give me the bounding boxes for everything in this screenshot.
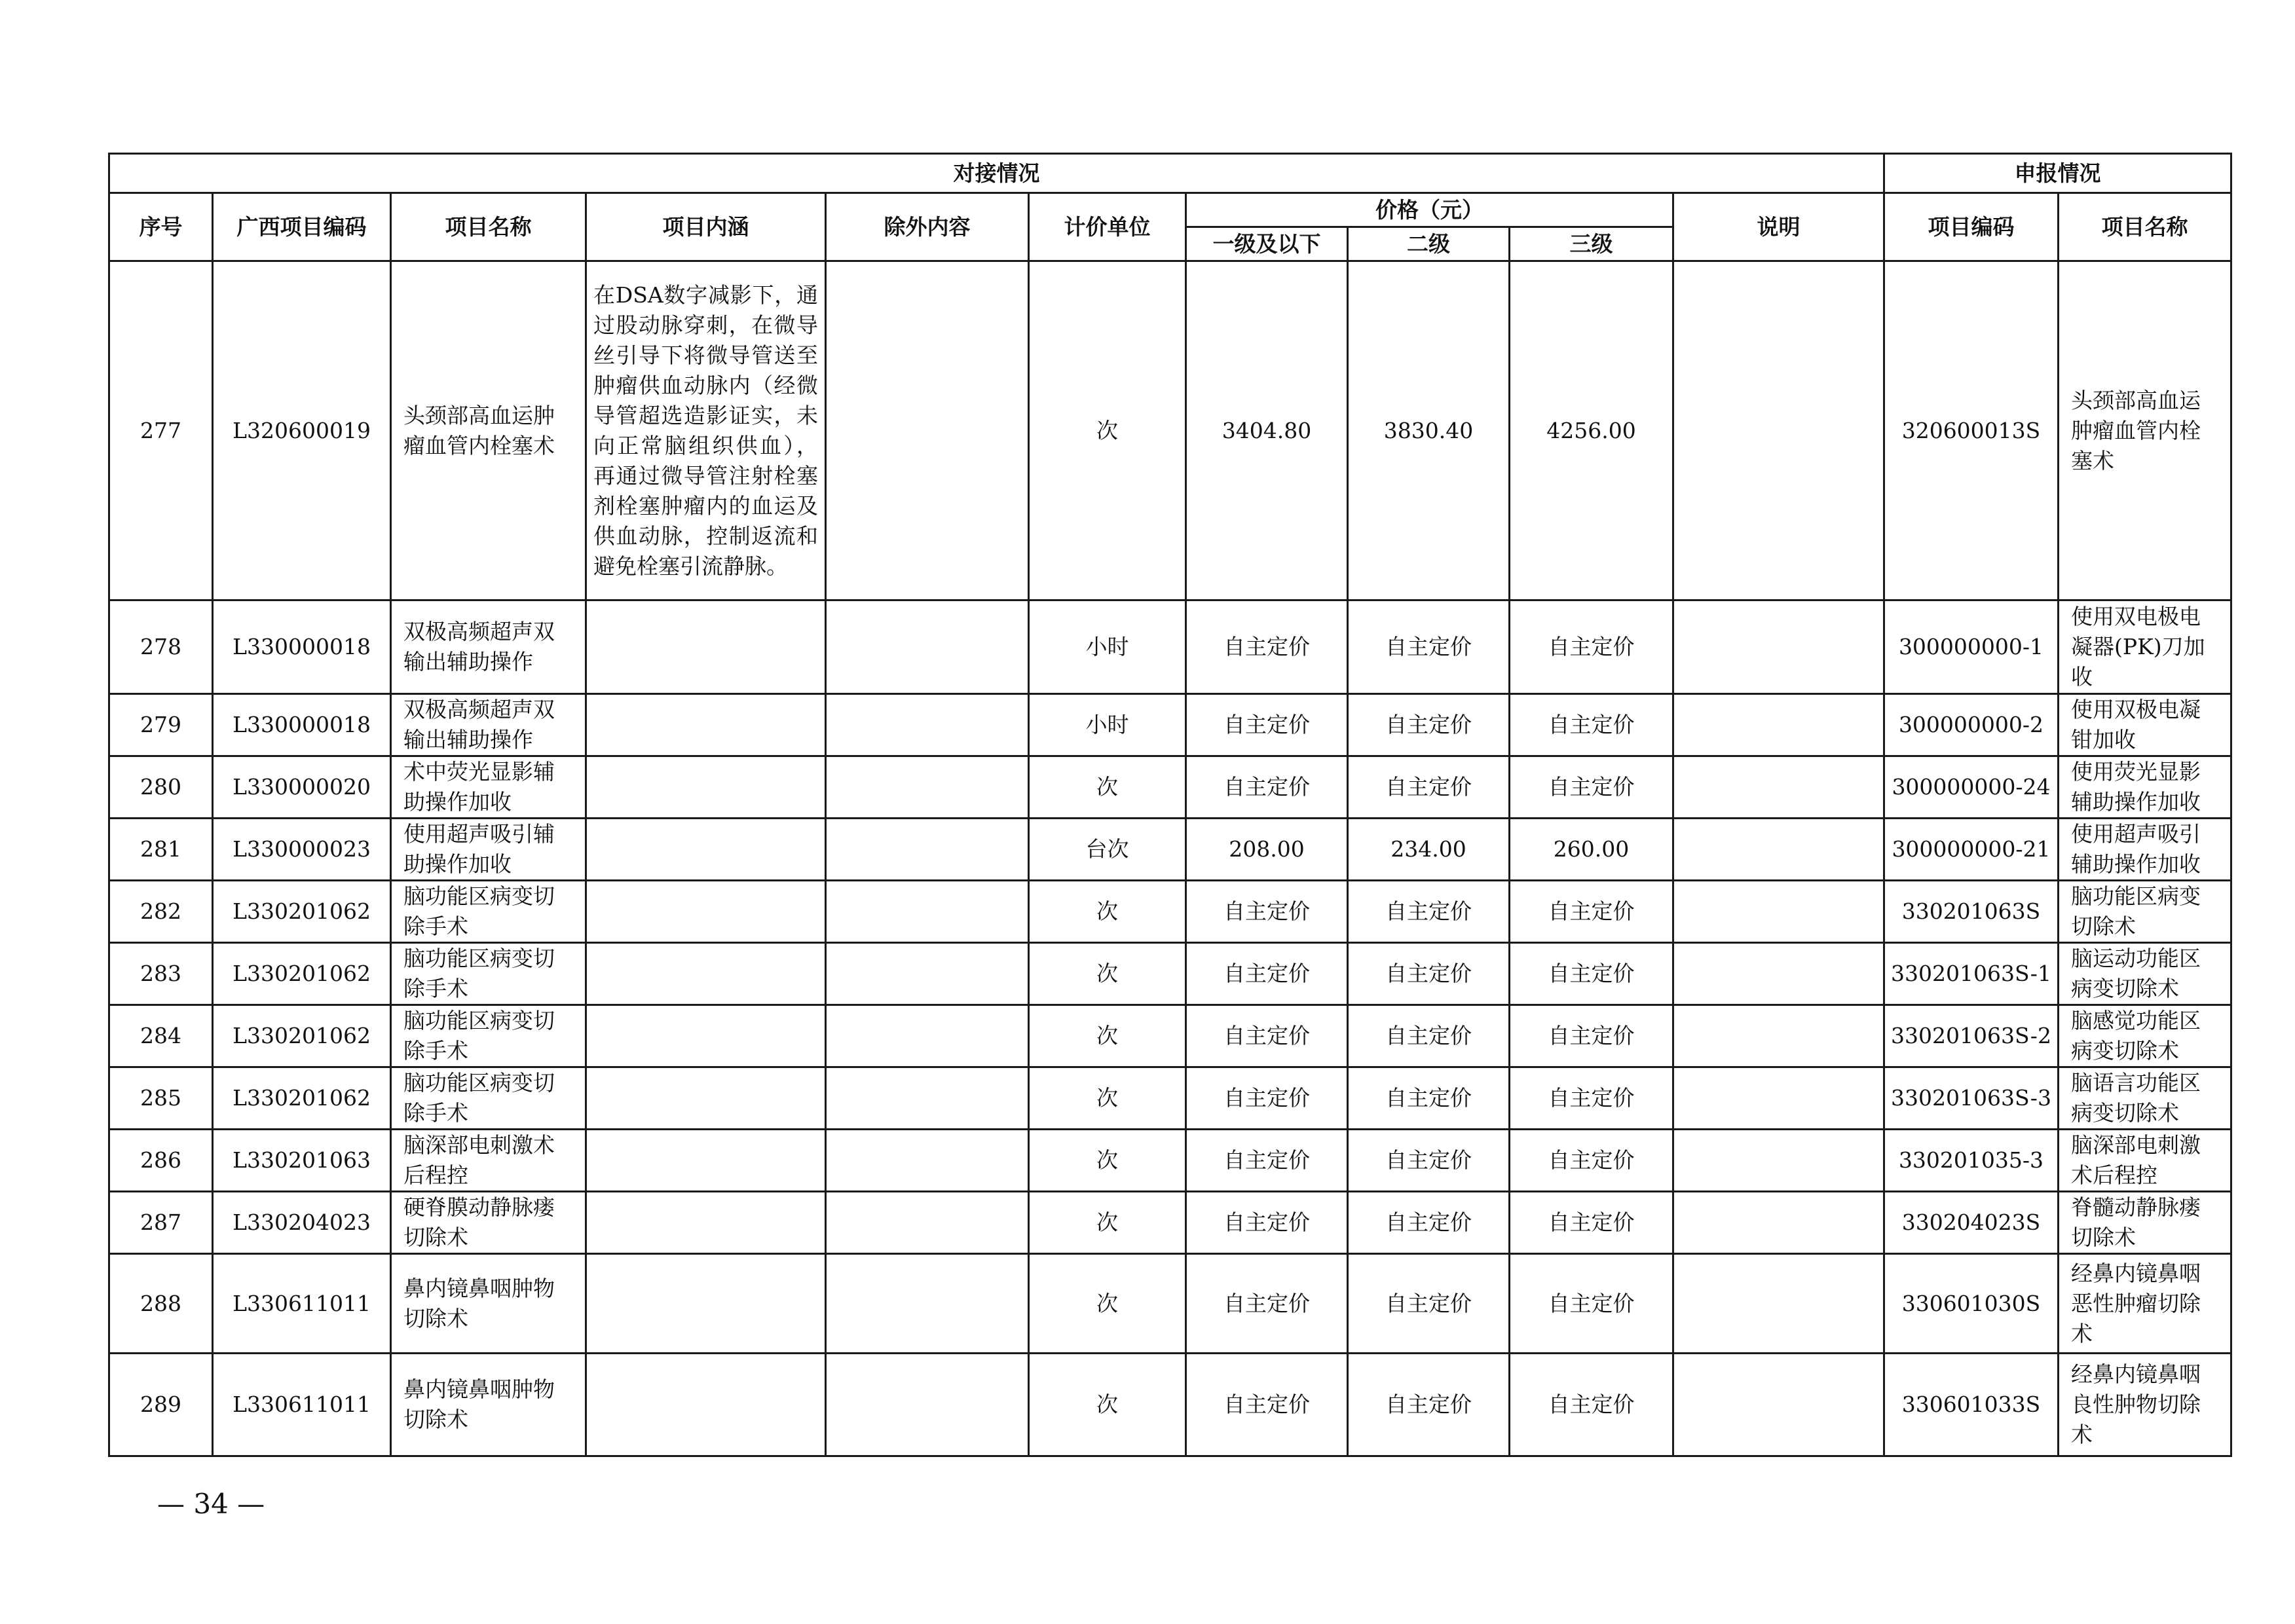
cell-content — [586, 694, 826, 756]
cell-content — [586, 600, 826, 694]
cell-index: 288 — [109, 1254, 213, 1354]
cell-price-l2: 3830.40 — [1348, 261, 1510, 600]
cell-excluded — [826, 1130, 1029, 1192]
cell-price-l1: 自主定价 — [1186, 694, 1348, 756]
header-row-1 — [109, 193, 2231, 227]
cell-excluded — [826, 756, 1029, 819]
cell-price-l3: 自主定价 — [1510, 1130, 1673, 1192]
cell-price-l2: 自主定价 — [1348, 1067, 1510, 1130]
cell-name: 硬脊膜动静脉瘘切除术 — [391, 1192, 586, 1254]
cell-name: 鼻内镜鼻咽肿物切除术 — [391, 1254, 586, 1354]
cell-name: 脑功能区病变切除手术 — [391, 881, 586, 943]
header-price-l1: 一级及以下 — [1186, 227, 1348, 261]
cell-gx-code: L330201062 — [213, 943, 391, 1005]
cell-apply-code: 300000000-24 — [1884, 756, 2059, 819]
cell-gx-code: L330204023 — [213, 1192, 391, 1254]
cell-apply-name: 脑深部电刺激术后程控 — [2059, 1130, 2231, 1192]
cell-gx-code: L330611011 — [213, 1254, 391, 1354]
cell-apply-name: 经鼻内镜鼻咽良性肿物切除术 — [2059, 1354, 2231, 1456]
cell-gx-code: L330201063 — [213, 1130, 391, 1192]
cell-apply-name: 脑感觉功能区病变切除术 — [2059, 1005, 2231, 1067]
header-unit: 计价单位 — [1029, 193, 1186, 261]
cell-price-l2: 自主定价 — [1348, 756, 1510, 819]
cell-gx-code: L320600019 — [213, 261, 391, 600]
cell-price-l3: 自主定价 — [1510, 1354, 1673, 1456]
table-row — [109, 694, 2231, 756]
cell-unit: 台次 — [1029, 819, 1186, 881]
cell-excluded — [826, 819, 1029, 881]
cell-content — [586, 1192, 826, 1254]
cell-price-l2: 自主定价 — [1348, 1354, 1510, 1456]
cell-index: 281 — [109, 819, 213, 881]
cell-content — [586, 1130, 826, 1192]
header-group-shenbao: 申报情况 — [1884, 154, 2231, 193]
cell-unit: 次 — [1029, 1254, 1186, 1354]
cell-price-l2: 自主定价 — [1348, 600, 1510, 694]
cell-unit: 次 — [1029, 881, 1186, 943]
cell-price-l1: 自主定价 — [1186, 1130, 1348, 1192]
cell-content: 在DSA数字减影下，通过股动脉穿刺，在微导丝引导下将微导管送至肿瘤供血动脉内（经微导管超选造影证实，未向正常脑组织供血），再通过微导管注射栓塞剂栓塞肿瘤内的血运及供血动脉，控制返流和避免栓塞引流静脉。 — [586, 261, 826, 600]
header-index: 序号 — [109, 193, 213, 261]
table-row — [109, 756, 2231, 819]
page-number: — 34 — — [157, 1488, 265, 1520]
cell-name: 脑功能区病变切除手术 — [391, 943, 586, 1005]
header-group-duijie: 对接情况 — [109, 154, 1884, 193]
cell-apply-name: 脑运动功能区病变切除术 — [2059, 943, 2231, 1005]
header-gx-code: 广西项目编码 — [213, 193, 391, 261]
cell-note — [1673, 943, 1884, 1005]
cell-unit: 小时 — [1029, 694, 1186, 756]
table-row — [109, 943, 2231, 1005]
cell-apply-name: 脑语言功能区病变切除术 — [2059, 1067, 2231, 1130]
cell-price-l1: 自主定价 — [1186, 1067, 1348, 1130]
cell-apply-code: 330201035-3 — [1884, 1130, 2059, 1192]
cell-apply-code: 300000000-21 — [1884, 819, 2059, 881]
cell-apply-code: 330201063S-3 — [1884, 1067, 2059, 1130]
cell-content — [586, 1067, 826, 1130]
cell-unit: 次 — [1029, 756, 1186, 819]
cell-apply-code: 330201063S — [1884, 881, 2059, 943]
cell-apply-name: 经鼻内镜鼻咽恶性肿瘤切除术 — [2059, 1254, 2231, 1354]
cell-name: 双极高频超声双输出辅助操作 — [391, 600, 586, 694]
cell-content — [586, 943, 826, 1005]
cell-apply-name: 使用双极电凝钳加收 — [2059, 694, 2231, 756]
cell-gx-code: L330201062 — [213, 1005, 391, 1067]
cell-index: 286 — [109, 1130, 213, 1192]
cell-price-l3: 自主定价 — [1510, 694, 1673, 756]
header-apply-code: 项目编码 — [1884, 193, 2059, 261]
table-row — [109, 1005, 2231, 1067]
cell-apply-name: 头颈部高血运肿瘤血管内栓塞术 — [2059, 261, 2231, 600]
cell-price-l2: 自主定价 — [1348, 694, 1510, 756]
table-row — [109, 261, 2231, 600]
cell-gx-code: L330201062 — [213, 1067, 391, 1130]
cell-excluded — [826, 261, 1029, 600]
cell-price-l3: 260.00 — [1510, 819, 1673, 881]
cell-note — [1673, 1354, 1884, 1456]
cell-price-l1: 3404.80 — [1186, 261, 1348, 600]
cell-excluded — [826, 881, 1029, 943]
cell-price-l2: 自主定价 — [1348, 1254, 1510, 1354]
cell-index: 282 — [109, 881, 213, 943]
cell-price-l3: 自主定价 — [1510, 881, 1673, 943]
cell-price-l3: 自主定价 — [1510, 1254, 1673, 1354]
cell-price-l3: 4256.00 — [1510, 261, 1673, 600]
cell-apply-name: 脊髓动静脉瘘切除术 — [2059, 1192, 2231, 1254]
cell-price-l3: 自主定价 — [1510, 756, 1673, 819]
cell-excluded — [826, 1254, 1029, 1354]
cell-gx-code: L330000018 — [213, 694, 391, 756]
cell-content — [586, 881, 826, 943]
cell-apply-code: 300000000-2 — [1884, 694, 2059, 756]
table-row — [109, 881, 2231, 943]
cell-excluded — [826, 600, 1029, 694]
table-row — [109, 600, 2231, 694]
cell-gx-code: L330000020 — [213, 756, 391, 819]
cell-price-l2: 自主定价 — [1348, 881, 1510, 943]
header-name: 项目名称 — [391, 193, 586, 261]
header-excluded: 除外内容 — [826, 193, 1029, 261]
cell-index: 287 — [109, 1192, 213, 1254]
cell-apply-code: 330201063S-1 — [1884, 943, 2059, 1005]
cell-apply-name: 使用荧光显影辅助操作加收 — [2059, 756, 2231, 819]
cell-name: 术中荧光显影辅助操作加收 — [391, 756, 586, 819]
cell-gx-code: L330611011 — [213, 1354, 391, 1456]
cell-note — [1673, 1192, 1884, 1254]
cell-price-l1: 自主定价 — [1186, 1192, 1348, 1254]
cell-index: 278 — [109, 600, 213, 694]
cell-price-l1: 自主定价 — [1186, 1254, 1348, 1354]
cell-note — [1673, 694, 1884, 756]
cell-excluded — [826, 943, 1029, 1005]
cell-index: 280 — [109, 756, 213, 819]
cell-name: 双极高频超声双输出辅助操作 — [391, 694, 586, 756]
cell-content — [586, 1254, 826, 1354]
cell-unit: 次 — [1029, 261, 1186, 600]
cell-apply-name: 脑功能区病变切除术 — [2059, 881, 2231, 943]
cell-price-l2: 234.00 — [1348, 819, 1510, 881]
cell-unit: 次 — [1029, 1005, 1186, 1067]
table-row — [109, 819, 2231, 881]
cell-price-l3: 自主定价 — [1510, 943, 1673, 1005]
cell-apply-code: 330601033S — [1884, 1354, 2059, 1456]
cell-price-l1: 自主定价 — [1186, 600, 1348, 694]
cell-excluded — [826, 1192, 1029, 1254]
cell-index: 283 — [109, 943, 213, 1005]
cell-note — [1673, 819, 1884, 881]
header-content: 项目内涵 — [586, 193, 826, 261]
cell-price-l1: 自主定价 — [1186, 881, 1348, 943]
cell-note — [1673, 881, 1884, 943]
cell-price-l1: 自主定价 — [1186, 1354, 1348, 1456]
header-note: 说明 — [1673, 193, 1884, 261]
header-group-row — [109, 154, 2231, 193]
cell-name: 头颈部高血运肿瘤血管内栓塞术 — [391, 261, 586, 600]
cell-apply-code: 330201063S-2 — [1884, 1005, 2059, 1067]
cell-note — [1673, 1254, 1884, 1354]
cell-price-l3: 自主定价 — [1510, 1067, 1673, 1130]
cell-excluded — [826, 1354, 1029, 1456]
cell-gx-code: L330000023 — [213, 819, 391, 881]
cell-price-l1: 自主定价 — [1186, 1005, 1348, 1067]
cell-price-l1: 自主定价 — [1186, 943, 1348, 1005]
cell-price-l2: 自主定价 — [1348, 1005, 1510, 1067]
cell-apply-name: 使用超声吸引辅助操作加收 — [2059, 819, 2231, 881]
cell-apply-code: 330601030S — [1884, 1254, 2059, 1354]
cell-gx-code: L330000018 — [213, 600, 391, 694]
table-row — [109, 1130, 2231, 1192]
cell-index: 279 — [109, 694, 213, 756]
cell-unit: 次 — [1029, 1130, 1186, 1192]
cell-note — [1673, 1005, 1884, 1067]
cell-index: 285 — [109, 1067, 213, 1130]
cell-note — [1673, 1067, 1884, 1130]
cell-price-l3: 自主定价 — [1510, 600, 1673, 694]
cell-unit: 次 — [1029, 943, 1186, 1005]
cell-content — [586, 1354, 826, 1456]
cell-index: 289 — [109, 1354, 213, 1456]
cell-content — [586, 819, 826, 881]
cell-name: 脑功能区病变切除手术 — [391, 1067, 586, 1130]
cell-price-l2: 自主定价 — [1348, 943, 1510, 1005]
cell-price-l3: 自主定价 — [1510, 1005, 1673, 1067]
pricing-table — [108, 153, 2232, 1457]
cell-apply-code: 300000000-1 — [1884, 600, 2059, 694]
cell-name: 脑深部电刺激术后程控 — [391, 1130, 586, 1192]
cell-price-l1: 自主定价 — [1186, 756, 1348, 819]
cell-name: 脑功能区病变切除手术 — [391, 1005, 586, 1067]
cell-excluded — [826, 1005, 1029, 1067]
cell-unit: 小时 — [1029, 600, 1186, 694]
cell-apply-code: 330204023S — [1884, 1192, 2059, 1254]
header-price: 价格（元） — [1186, 193, 1673, 227]
cell-index: 277 — [109, 261, 213, 600]
cell-index: 284 — [109, 1005, 213, 1067]
cell-price-l2: 自主定价 — [1348, 1192, 1510, 1254]
table-body — [109, 261, 2231, 1456]
cell-apply-name: 使用双电极电凝器(PK)刀加收 — [2059, 600, 2231, 694]
cell-unit: 次 — [1029, 1354, 1186, 1456]
cell-excluded — [826, 1067, 1029, 1130]
cell-price-l1: 208.00 — [1186, 819, 1348, 881]
cell-price-l3: 自主定价 — [1510, 1192, 1673, 1254]
cell-note — [1673, 600, 1884, 694]
cell-price-l2: 自主定价 — [1348, 1130, 1510, 1192]
header-apply-name: 项目名称 — [2059, 193, 2231, 261]
cell-apply-code: 320600013S — [1884, 261, 2059, 600]
table-row — [109, 1254, 2231, 1354]
cell-name: 鼻内镜鼻咽肿物切除术 — [391, 1354, 586, 1456]
cell-note — [1673, 1130, 1884, 1192]
cell-unit: 次 — [1029, 1067, 1186, 1130]
cell-content — [586, 1005, 826, 1067]
cell-note — [1673, 261, 1884, 600]
cell-content — [586, 756, 826, 819]
cell-name: 使用超声吸引辅助操作加收 — [391, 819, 586, 881]
table-row — [109, 1192, 2231, 1254]
cell-excluded — [826, 694, 1029, 756]
cell-note — [1673, 756, 1884, 819]
cell-gx-code: L330201062 — [213, 881, 391, 943]
cell-unit: 次 — [1029, 1192, 1186, 1254]
header-price-l2: 二级 — [1348, 227, 1510, 261]
table-row — [109, 1067, 2231, 1130]
table-row — [109, 1354, 2231, 1456]
header-price-l3: 三级 — [1510, 227, 1673, 261]
